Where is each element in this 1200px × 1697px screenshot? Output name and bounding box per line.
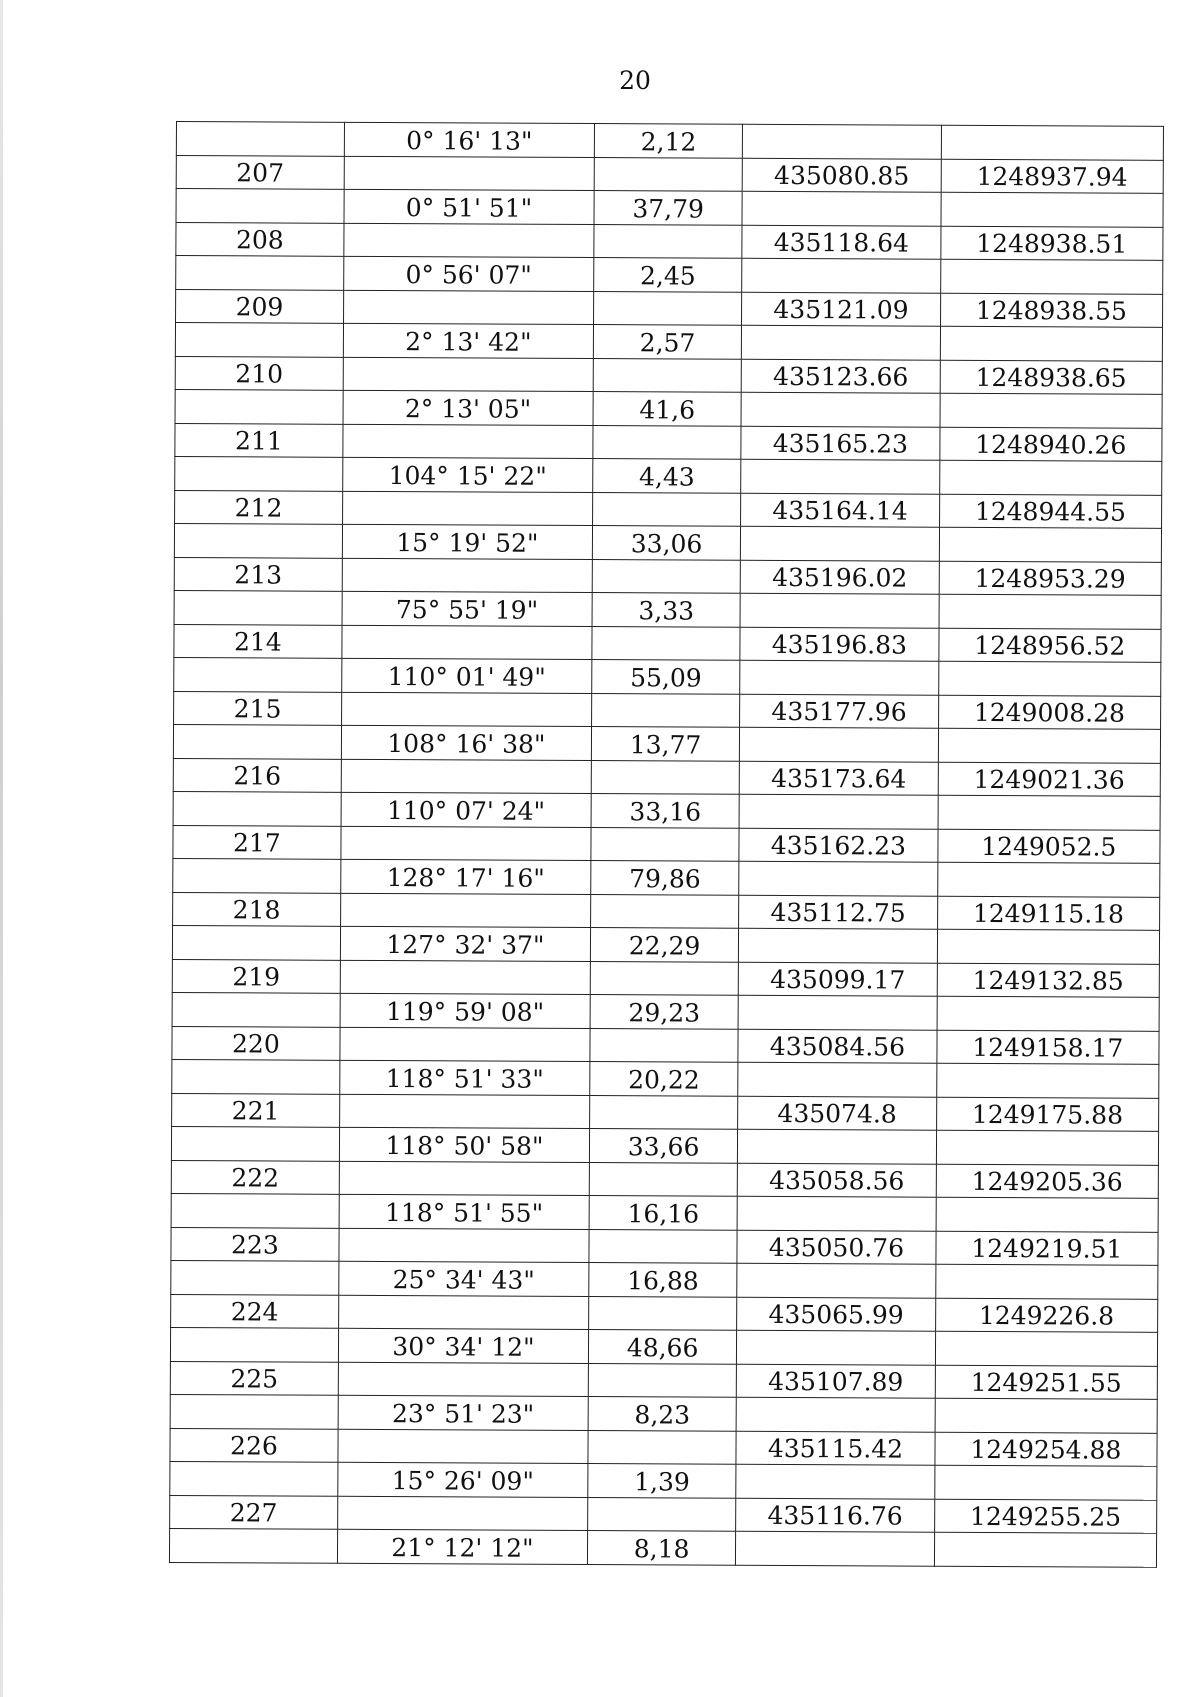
direction-angle-cell: 104° 15' 22": [343, 457, 593, 492]
x-coordinate-cell: [741, 392, 940, 426]
point-number-cell: [170, 1394, 338, 1428]
point-number-cell: [171, 1193, 339, 1227]
direction-angle-cell: [343, 424, 593, 459]
point-row: [176, 155, 1163, 193]
point-number-cell: [172, 1059, 340, 1093]
direction-angle-cell: [344, 223, 594, 258]
direction-angle-cell: [341, 759, 591, 794]
segment-row: [176, 189, 1163, 227]
distance-cell: [592, 559, 740, 593]
distance-cell: [593, 425, 741, 459]
direction-angle-cell: [343, 357, 593, 392]
y-coordinate-cell: 1249255.25: [934, 1499, 1157, 1534]
x-coordinate-cell: [742, 191, 941, 225]
distance-cell: 22,29: [590, 928, 738, 962]
coordinates-table: [169, 121, 1164, 1567]
point-number-cell: 225: [170, 1361, 338, 1395]
x-coordinate-cell: [741, 459, 940, 493]
segment-row: [170, 1327, 1157, 1365]
direction-angle-cell: 75° 55' 19": [342, 591, 592, 626]
y-coordinate-cell: 1249219.51: [936, 1231, 1159, 1266]
direction-angle-cell: [337, 1496, 587, 1531]
point-number-cell: [176, 189, 344, 223]
y-coordinate-cell: [934, 1532, 1157, 1567]
distance-cell: [591, 827, 739, 861]
point-number-cell: [170, 1327, 338, 1361]
x-coordinate-cell: 435058.56: [738, 1163, 937, 1197]
y-coordinate-cell: 1248940.26: [939, 427, 1162, 462]
direction-angle-cell: 2° 13' 05": [343, 390, 593, 425]
point-row: [175, 423, 1162, 461]
y-coordinate-cell: [936, 1063, 1159, 1098]
distance-cell: [591, 894, 739, 928]
y-coordinate-cell: 1249132.85: [937, 963, 1160, 998]
distance-cell: [589, 1229, 737, 1263]
x-coordinate-cell: [740, 593, 939, 627]
y-coordinate-cell: [935, 1331, 1158, 1366]
point-number-cell: 210: [175, 356, 343, 390]
direction-angle-cell: 2° 13' 42": [343, 323, 593, 358]
y-coordinate-cell: [940, 326, 1163, 361]
segment-row: [172, 925, 1159, 963]
point-row: [173, 758, 1160, 796]
point-number-cell: 222: [171, 1160, 339, 1194]
y-coordinate-cell: [939, 527, 1162, 562]
page-number: 20: [619, 66, 651, 95]
y-coordinate-cell: [939, 594, 1162, 629]
y-coordinate-cell: [940, 393, 1163, 428]
x-coordinate-cell: 435162.23: [739, 828, 938, 862]
point-number-cell: [171, 1126, 339, 1160]
point-row: [171, 1160, 1158, 1198]
point-number-cell: 214: [174, 624, 342, 658]
distance-cell: 8,18: [587, 1531, 735, 1565]
x-coordinate-cell: 435196.02: [740, 560, 939, 594]
distance-cell: 79,86: [591, 861, 739, 895]
direction-angle-cell: [340, 1027, 590, 1062]
y-coordinate-cell: [935, 1398, 1158, 1433]
distance-cell: [594, 157, 742, 191]
y-coordinate-cell: 1248938.51: [940, 226, 1163, 261]
point-number-cell: 211: [175, 423, 343, 457]
x-coordinate-cell: [739, 928, 938, 962]
point-number-cell: 209: [176, 289, 344, 323]
segment-row: [176, 122, 1163, 160]
direction-angle-cell: 0° 56' 07": [344, 256, 594, 291]
y-coordinate-cell: [941, 192, 1164, 227]
x-coordinate-cell: [740, 727, 939, 761]
distance-cell: 16,88: [589, 1263, 737, 1297]
y-coordinate-cell: 1248944.55: [939, 494, 1162, 529]
x-coordinate-cell: 435084.56: [738, 1029, 937, 1063]
direction-angle-cell: 128° 17' 16": [341, 859, 591, 894]
segment-row: [170, 1461, 1157, 1499]
direction-angle-cell: 110° 07' 24": [341, 792, 591, 827]
y-coordinate-cell: [937, 862, 1160, 897]
distance-cell: [589, 1296, 737, 1330]
point-row: [172, 1093, 1159, 1131]
y-coordinate-cell: 1248956.52: [939, 628, 1162, 663]
point-number-cell: 212: [175, 490, 343, 524]
segment-row: [173, 791, 1160, 829]
distance-cell: 2,45: [594, 258, 742, 292]
point-number-cell: [172, 992, 340, 1026]
distance-cell: 13,77: [591, 727, 739, 761]
y-coordinate-cell: 1249251.55: [935, 1365, 1158, 1400]
distance-cell: [592, 693, 740, 727]
y-coordinate-cell: [938, 795, 1161, 830]
direction-angle-cell: 15° 19' 52": [342, 524, 592, 559]
point-number-cell: 221: [172, 1093, 340, 1127]
direction-angle-cell: 127° 32' 37": [340, 926, 590, 961]
x-coordinate-cell: 435099.17: [738, 962, 937, 996]
coordinates-table-body: [169, 122, 1163, 1567]
point-row: [172, 959, 1159, 997]
distance-cell: 16,16: [589, 1196, 737, 1230]
distance-cell: 4,43: [593, 459, 741, 493]
point-row: [176, 289, 1163, 327]
point-number-cell: [173, 724, 341, 758]
distance-cell: [589, 1162, 737, 1196]
point-number-cell: 226: [170, 1428, 338, 1462]
point-row: [173, 892, 1160, 930]
point-row: [176, 222, 1163, 260]
point-row: [174, 691, 1161, 729]
point-number-cell: 219: [172, 959, 340, 993]
x-coordinate-cell: 435173.64: [739, 761, 938, 795]
point-number-cell: 215: [174, 691, 342, 725]
direction-angle-cell: [339, 1161, 589, 1196]
point-row: [170, 1361, 1157, 1399]
direction-angle-cell: [340, 893, 590, 928]
segment-row: [171, 1193, 1158, 1231]
y-coordinate-cell: 1249158.17: [937, 1030, 1160, 1065]
point-row: [170, 1428, 1157, 1466]
point-number-cell: [176, 256, 344, 290]
direction-angle-cell: 110° 01' 49": [342, 658, 592, 693]
distance-cell: 41,6: [593, 392, 741, 426]
segment-row: [175, 389, 1162, 427]
x-coordinate-cell: 435177.96: [740, 694, 939, 728]
x-coordinate-cell: [741, 526, 940, 560]
x-coordinate-cell: 435065.99: [737, 1297, 936, 1331]
direction-angle-cell: 118° 51' 33": [340, 1060, 590, 1095]
segment-row: [169, 1528, 1156, 1566]
y-coordinate-cell: [941, 125, 1164, 160]
scan-edge: [0, 0, 3, 1697]
segment-row: [171, 1260, 1158, 1298]
point-number-cell: 213: [174, 557, 342, 591]
x-coordinate-cell: 435116.76: [736, 1498, 935, 1532]
direction-angle-cell: [339, 1228, 589, 1263]
direction-angle-cell: [342, 625, 592, 660]
direction-angle-cell: [341, 826, 591, 861]
y-coordinate-cell: 1248937.94: [941, 159, 1164, 194]
x-coordinate-cell: 435080.85: [742, 158, 941, 192]
direction-angle-cell: 0° 51' 51": [344, 189, 594, 224]
direction-angle-cell: 21° 12' 12": [337, 1529, 587, 1564]
point-number-cell: [175, 389, 343, 423]
direction-angle-cell: [338, 1295, 588, 1330]
distance-cell: [590, 1028, 738, 1062]
segment-row: [171, 1126, 1158, 1164]
y-coordinate-cell: 1249226.8: [935, 1298, 1158, 1333]
point-row: [173, 825, 1160, 863]
coordinates-table-wrapper: [169, 121, 1164, 1567]
y-coordinate-cell: [935, 1264, 1158, 1299]
point-row: [174, 557, 1161, 595]
x-coordinate-cell: 435164.14: [741, 493, 940, 527]
direction-angle-cell: 15° 26' 09": [338, 1462, 588, 1497]
point-number-cell: [173, 791, 341, 825]
direction-angle-cell: 118° 50' 58": [339, 1127, 589, 1162]
x-coordinate-cell: 435112.75: [739, 895, 938, 929]
point-number-cell: [171, 1260, 339, 1294]
segment-row: [175, 323, 1162, 361]
distance-cell: [588, 1430, 736, 1464]
distance-cell: 1,39: [588, 1464, 736, 1498]
x-coordinate-cell: [737, 1263, 936, 1297]
distance-cell: 48,66: [588, 1330, 736, 1364]
distance-cell: [592, 626, 740, 660]
y-coordinate-cell: [934, 1465, 1157, 1500]
x-coordinate-cell: [743, 124, 942, 158]
direction-angle-cell: 118° 51' 55": [339, 1194, 589, 1229]
point-row: [175, 490, 1162, 528]
distance-cell: 2,57: [593, 325, 741, 359]
point-number-cell: 223: [171, 1227, 339, 1261]
direction-angle-cell: [341, 692, 591, 727]
distance-cell: [593, 492, 741, 526]
x-coordinate-cell: 435121.09: [742, 292, 941, 326]
direction-angle-cell: 23° 51' 23": [338, 1395, 588, 1430]
point-number-cell: 220: [172, 1026, 340, 1060]
y-coordinate-cell: [936, 1130, 1159, 1165]
x-coordinate-cell: [738, 1129, 937, 1163]
distance-cell: 33,06: [592, 526, 740, 560]
point-number-cell: [173, 858, 341, 892]
point-number-cell: 217: [173, 825, 341, 859]
distance-cell: 37,79: [594, 191, 742, 225]
distance-cell: 29,23: [590, 995, 738, 1029]
direction-angle-cell: [342, 558, 592, 593]
distance-cell: [594, 224, 742, 258]
y-coordinate-cell: 1249254.88: [935, 1432, 1158, 1467]
x-coordinate-cell: [737, 1196, 936, 1230]
x-coordinate-cell: 435115.42: [736, 1431, 935, 1465]
y-coordinate-cell: [937, 929, 1160, 964]
distance-cell: [590, 1095, 738, 1129]
y-coordinate-cell: 1249115.18: [937, 896, 1160, 931]
segment-row: [172, 1059, 1159, 1097]
distance-cell: 33,16: [591, 794, 739, 828]
direction-angle-cell: [340, 960, 590, 995]
x-coordinate-cell: [738, 1062, 937, 1096]
distance-cell: [591, 760, 739, 794]
point-number-cell: [174, 590, 342, 624]
point-row: [171, 1227, 1158, 1265]
direction-angle-cell: [342, 491, 592, 526]
segment-row: [174, 590, 1161, 628]
distance-cell: [588, 1497, 736, 1531]
y-coordinate-cell: 1249175.88: [936, 1097, 1159, 1132]
direction-angle-cell: [343, 290, 593, 325]
x-coordinate-cell: 435165.23: [741, 426, 940, 460]
segment-row: [170, 1394, 1157, 1432]
direction-angle-cell: [338, 1429, 588, 1464]
direction-angle-cell: 0° 16' 13": [344, 122, 594, 157]
distance-cell: [590, 961, 738, 995]
point-number-cell: [175, 456, 343, 490]
point-number-cell: [175, 323, 343, 357]
distance-cell: 2,12: [594, 124, 742, 158]
x-coordinate-cell: [740, 660, 939, 694]
distance-cell: [593, 358, 741, 392]
x-coordinate-cell: 435050.76: [737, 1230, 936, 1264]
point-number-cell: 218: [173, 892, 341, 926]
x-coordinate-cell: [736, 1397, 935, 1431]
distance-cell: 8,23: [588, 1397, 736, 1431]
x-coordinate-cell: [739, 861, 938, 895]
x-coordinate-cell: [736, 1531, 935, 1565]
distance-cell: [593, 291, 741, 325]
point-number-cell: [170, 1461, 338, 1495]
direction-angle-cell: 25° 34' 43": [339, 1261, 589, 1296]
y-coordinate-cell: 1248953.29: [939, 561, 1162, 596]
x-coordinate-cell: [738, 995, 937, 1029]
direction-angle-cell: 108° 16' 38": [341, 725, 591, 760]
y-coordinate-cell: [940, 259, 1163, 294]
y-coordinate-cell: [939, 460, 1162, 495]
point-row: [171, 1294, 1158, 1332]
distance-cell: 33,66: [589, 1129, 737, 1163]
segment-row: [175, 456, 1162, 494]
point-number-cell: [169, 1528, 337, 1562]
point-number-cell: 207: [176, 155, 344, 189]
y-coordinate-cell: [938, 661, 1161, 696]
direction-angle-cell: 119° 59' 08": [340, 993, 590, 1028]
x-coordinate-cell: 435196.83: [740, 627, 939, 661]
x-coordinate-cell: 435123.66: [741, 359, 940, 393]
point-number-cell: 227: [170, 1495, 338, 1529]
y-coordinate-cell: [936, 1197, 1159, 1232]
x-coordinate-cell: [736, 1464, 935, 1498]
x-coordinate-cell: [737, 1330, 936, 1364]
y-coordinate-cell: 1248938.55: [940, 293, 1163, 328]
distance-cell: [588, 1363, 736, 1397]
x-coordinate-cell: [742, 325, 941, 359]
direction-angle-cell: [338, 1362, 588, 1397]
x-coordinate-cell: 435118.64: [742, 225, 941, 259]
y-coordinate-cell: 1248938.65: [940, 360, 1163, 395]
point-number-cell: [172, 925, 340, 959]
point-number-cell: 224: [171, 1294, 339, 1328]
y-coordinate-cell: 1249008.28: [938, 695, 1161, 730]
point-row: [172, 1026, 1159, 1064]
x-coordinate-cell: 435074.8: [738, 1096, 937, 1130]
segment-row: [174, 523, 1161, 561]
y-coordinate-cell: 1249021.36: [938, 762, 1161, 797]
distance-cell: 3,33: [592, 593, 740, 627]
distance-cell: 20,22: [590, 1062, 738, 1096]
segment-row: [176, 256, 1163, 294]
point-number-cell: [174, 523, 342, 557]
y-coordinate-cell: [938, 728, 1161, 763]
segment-row: [173, 724, 1160, 762]
y-coordinate-cell: 1249052.5: [938, 829, 1161, 864]
point-row: [175, 356, 1162, 394]
x-coordinate-cell: [742, 258, 941, 292]
point-row: [174, 624, 1161, 662]
direction-angle-cell: [339, 1094, 589, 1129]
point-row: [170, 1495, 1157, 1533]
point-number-cell: [174, 657, 342, 691]
segment-row: [174, 657, 1161, 695]
point-number-cell: 208: [176, 222, 344, 256]
point-number-cell: [176, 122, 344, 156]
distance-cell: 55,09: [592, 660, 740, 694]
direction-angle-cell: 30° 34' 12": [338, 1328, 588, 1363]
segment-row: [173, 858, 1160, 896]
point-number-cell: 216: [173, 758, 341, 792]
x-coordinate-cell: [739, 794, 938, 828]
direction-angle-cell: [344, 156, 594, 191]
segment-row: [172, 992, 1159, 1030]
x-coordinate-cell: 435107.89: [737, 1364, 936, 1398]
y-coordinate-cell: 1249205.36: [936, 1164, 1159, 1199]
y-coordinate-cell: [937, 996, 1160, 1031]
